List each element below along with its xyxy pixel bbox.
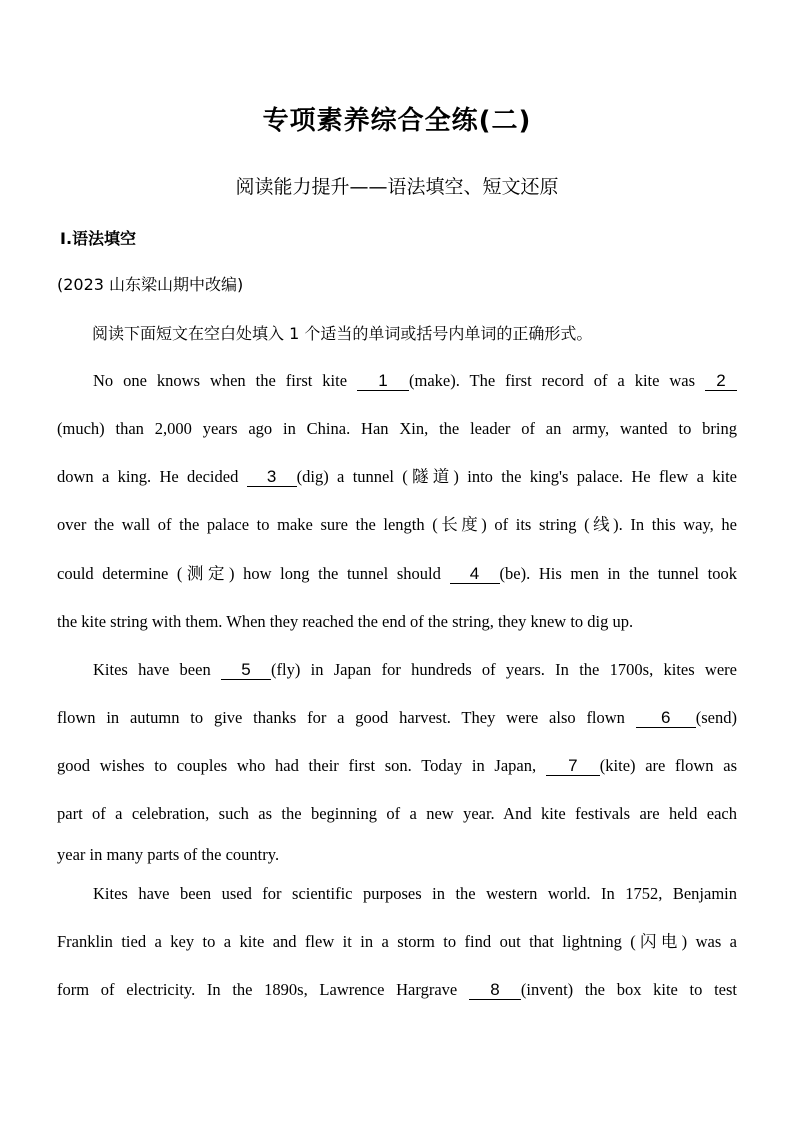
passage-line [57,417,737,441]
page-title: 专项素养综合全练(二) [262,106,532,136]
blank-5[interactable]: 5 [221,661,271,680]
passage-text: flown in autumn to give thanks for a good harvest. They were also flown [57,708,636,727]
blank-7[interactable]: 7 [546,757,600,776]
passage-line [57,802,737,826]
passage-text: the kite string with them. When they reached the end of the string, they knew to dig up. [57,612,634,631]
passage-line [57,754,737,778]
passage-line [93,369,737,393]
passage-line [57,610,737,634]
passage-text: year in many parts of the country. [57,845,280,864]
passage-text: (much) than 2,000 years ago in China. Han Xin, the leader of an army, wanted to bring [57,419,737,438]
passage-text: (send) [695,708,737,727]
passage-text: over the wall of the palace to make sure the length (长度) of its string (线). In this way, he [57,515,737,534]
blank-6[interactable]: 6 [636,709,696,728]
passage-line [57,513,737,537]
passage-line [93,882,737,906]
passage-line [57,978,737,1002]
instruction-text: 阅读下面短文在空白处填入 1 个适当的单词或括号内单词的正确形式。 [92,324,593,343]
passage-text: No one knows when the first kite [93,371,357,390]
source-note: (2023 山东梁山期中改编) [57,275,244,294]
blank-8[interactable]: 8 [469,981,521,1000]
passage-text: (be). His men in the tunnel took [499,564,737,583]
passage-text: (kite) are flown as [599,756,737,775]
blank-2[interactable]: 2 [705,372,737,391]
passage-text: Kites have been used for scientific purposes in the western world. In 1752, Benjamin [93,884,737,903]
blank-1[interactable]: 1 [357,372,409,391]
passage-text: down a king. He decided [57,467,247,486]
blank-3[interactable]: 3 [247,468,297,487]
passage-line [57,706,737,730]
passage-text: could determine (测定) how long the tunnel should [57,564,450,583]
blank-4[interactable]: 4 [450,565,500,584]
passage-line [57,562,737,586]
passage-line [57,465,737,489]
passage-text: form of electricity. In the 1890s, Lawrence Hargrave [57,980,469,999]
passage-text: (make). The first record of a kite was [408,371,706,390]
section-heading: Ⅰ.语法填空 [60,229,137,248]
passage-line [93,658,737,682]
passage-text: Franklin tied a key to a kite and flew it in a storm to find out that lightning (闪电) was a [57,932,737,951]
passage-text: (dig) a tunnel (隧道) into the king's palace. He flew a kite [296,467,737,486]
passage-text: part of a celebration, such as the beginning of a new year. And kite festivals are held each [57,804,737,823]
passage-line [57,930,737,954]
passage-text: (fly) in Japan for hundreds of years. In the 1700s, kites were [271,660,737,679]
passage-line [57,843,737,867]
passage-text: (invent) the box kite to test [520,980,737,999]
passage-text: good wishes to couples who had their first son. Today in Japan, [57,756,546,775]
page-subtitle: 阅读能力提升——语法填空、短文还原 [235,176,559,198]
passage-text: Kites have been [93,660,221,679]
